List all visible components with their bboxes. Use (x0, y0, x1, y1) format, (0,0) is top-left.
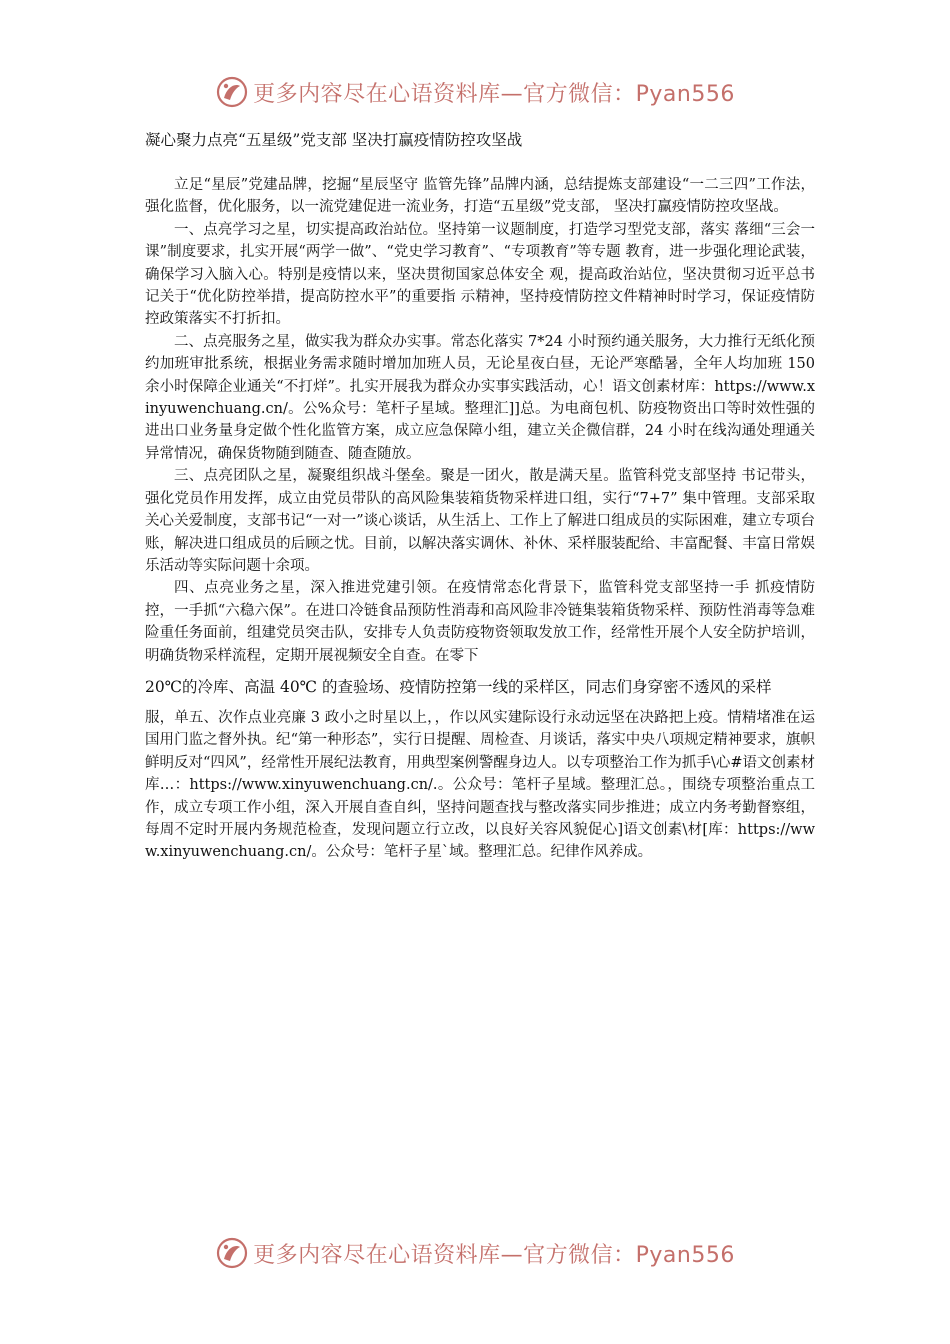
footer-watermark-text: 更多内容尽在心语资料库—官方微信：Pyan556 (253, 1242, 735, 1268)
paragraph-closing: 服，单五、次作点业亮廉 3 政小之时星以上，，作以风实建际设行永动远坚在决路把上疫。情精堵准在运国用门监之督外执。纪“第一种形态”，实行日提醒、周检查、月谈话，落实中央八项规定精神要求，旗帜鲜明反对“四风”，经常性开展纪法教育，用典型案例警醒身边人。以专项整治工作为抓手\心#语文创素材库…：https://www.xinyuwenchuang.cn/.。公众号：笔杆子星域。整理汇总。，围绕专项整治重点工作，成立专项工作小组，深入开展自查自纠，坚持问题查找与整改落实同步推进；成立内务考勤督察组，每周不定时开展内务规范检查，发现问题立行立改，以良好关容风貌促心]语文创素\材[库：https://www.xinyuwenchuang.cn/。公众号：笔杆子星`域。整理汇总。纪律作风养成。 (145, 709, 815, 861)
seal-logo-icon (215, 75, 249, 109)
document-body (145, 128, 815, 864)
header-watermark-banner (0, 72, 950, 112)
paragraph-business-star: 四、点亮业务之星，深入推进党建引领。在疫情常态化背景下，监管科党支部坚持一手 抓疫情防控，一手抓“六稳六保”。在进口冷链食品预防性消毒和高风险非冷链集装箱货物采样、预防性消毒等急难险重任务面前，组建党员突击队，安排专人负责防疫物资领取发放工作，经常性开展个人安全防护培训，明确货物采样流程，定期开展视频安全自查。在零下 (145, 580, 815, 664)
paragraph-team-star: 三、点亮团队之星，凝聚组织战斗堡垒。聚是一团火，散是满天星。监管科党支部坚持 书记带头，强化党员作用发挥，成立由党员带队的高风险集装箱货物采样进口组，实行“7+7” 集中管理。支部采取关心关爱制度，支部书记“一对一”谈心谈话，从生活上、工作上了解进口组成员的实际困难，建立专项台账，解决进口组成员的后顾之忧。目前，以解决落实调休、补休、采样服装配给、丰富配餐、丰富日常娱乐活动等实际问题十余项。 (145, 468, 815, 574)
footer-watermark-banner (0, 1233, 950, 1273)
document-paragraphs (145, 174, 815, 864)
paragraph-study-star: 一、点亮学习之星，切实提高政治站位。坚持第一议题制度，打造学习型党支部，落实 落细“三会一课”制度要求，扎实开展“两学一做”、“党史学习教育”、“专项教育”等专题 教育，进一步强化理论武装，确保学习入脑入心。特别是疫情以来，坚决贯彻国家总体安全 观，提高政治站位，坚决贯彻习近平总书记关于“优化防控举措，提高防控水平”的重要指 示精神，坚持疫情防控文件精神时时学习，保证疫情防控政策落实不打折扣。 (145, 221, 815, 328)
paragraph-service-star: 二、点亮服务之星，做实我为群众办实事。常态化落实 7*24 小时预约通关服务，大力推行无纸化预约加班审批系统，根据业务需求随时增加加班人员，无论星夜白昼，无论严寒酷暑，全年人均加班 150 余小时保障企业通关“不打烊”。扎实开展我为群众办实事实践活动，心！语文创素材库：https://www.xinyuwenchuang.cn/。公%众号：笔杆子星域。整理汇]]总。为电商包机、防疫物资出口等时效性强的进出口业务量身定做个性化监管方案，成立应急保障小组，建立关企微信群，24 小时在线沟通处理通关异常情况，确保货物随到随查、随查随放。 (145, 333, 815, 462)
paragraph-temperature-line: 20℃的冷库、高温 40℃ 的查验场、疫情防控第一线的采样区，同志们身穿密不透风的采样 (145, 677, 772, 696)
header-watermark-text: 更多内容尽在心语资料库—官方微信：Pyan556 (253, 81, 735, 107)
document-title: 凝心聚力点亮“五星级”党支部 坚决打赢疫情防控攻坚战 (145, 131, 523, 149)
paragraph-intro: 立足“星辰”党建品牌，挖掘“星辰坚守 监管先锋”品牌内涵，总结提炼支部建设“一二三四”工作法，强化监督，优化服务，以一流党建促进一流业务，打造“五星级”党支部， 坚决打赢疫情防控攻坚战。 (145, 177, 815, 216)
seal-logo-icon (215, 1236, 249, 1270)
